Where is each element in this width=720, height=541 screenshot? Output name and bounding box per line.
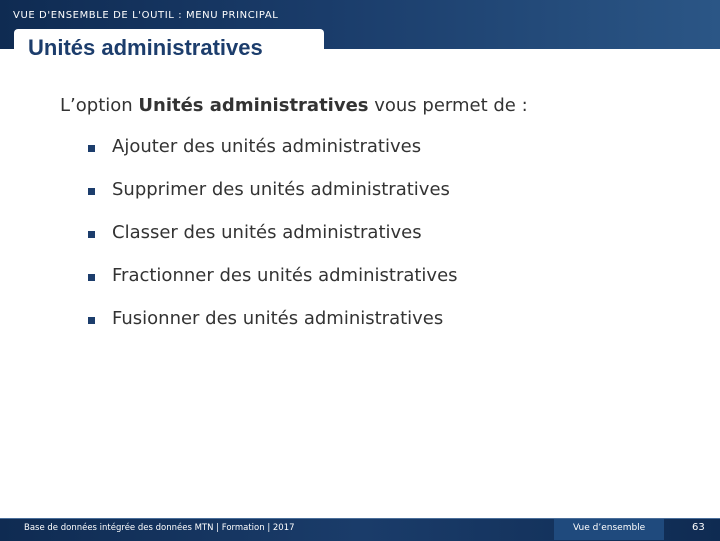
- intro-suffix: vous permet de :: [368, 95, 528, 116]
- intro-text: [60, 95, 528, 116]
- list-item-label: Fusionner des unités administratives: [112, 308, 444, 329]
- list-item: [88, 222, 458, 265]
- intro-bold: Unités administratives: [138, 95, 369, 116]
- page-title: Unités administratives: [28, 35, 263, 60]
- square-bullet-icon: [88, 317, 95, 324]
- bullet-list: [88, 136, 458, 351]
- list-item: [88, 136, 458, 179]
- list-item: [88, 179, 458, 222]
- square-bullet-icon: [88, 188, 95, 195]
- square-bullet-icon: [88, 231, 95, 238]
- breadcrumb: VUE D'ENSEMBLE DE L'OUTIL : MENU PRINCIPAL: [13, 10, 279, 21]
- page-number: 63: [692, 522, 705, 533]
- footer-credits: Base de données intégrée des données MTN | Formation | 2017: [24, 523, 295, 533]
- list-item-label: Classer des unités administratives: [112, 222, 422, 243]
- square-bullet-icon: [88, 274, 95, 281]
- list-item-label: Ajouter des unités administratives: [112, 136, 422, 157]
- square-bullet-icon: [88, 145, 95, 152]
- list-item-label: Supprimer des unités administratives: [112, 179, 450, 200]
- intro-prefix: L’option: [60, 95, 139, 116]
- list-item-label: Fractionner des unités administratives: [112, 265, 458, 286]
- footer-section-label: Vue d’ensemble: [573, 523, 646, 533]
- list-item: [88, 308, 458, 351]
- list-item: [88, 265, 458, 308]
